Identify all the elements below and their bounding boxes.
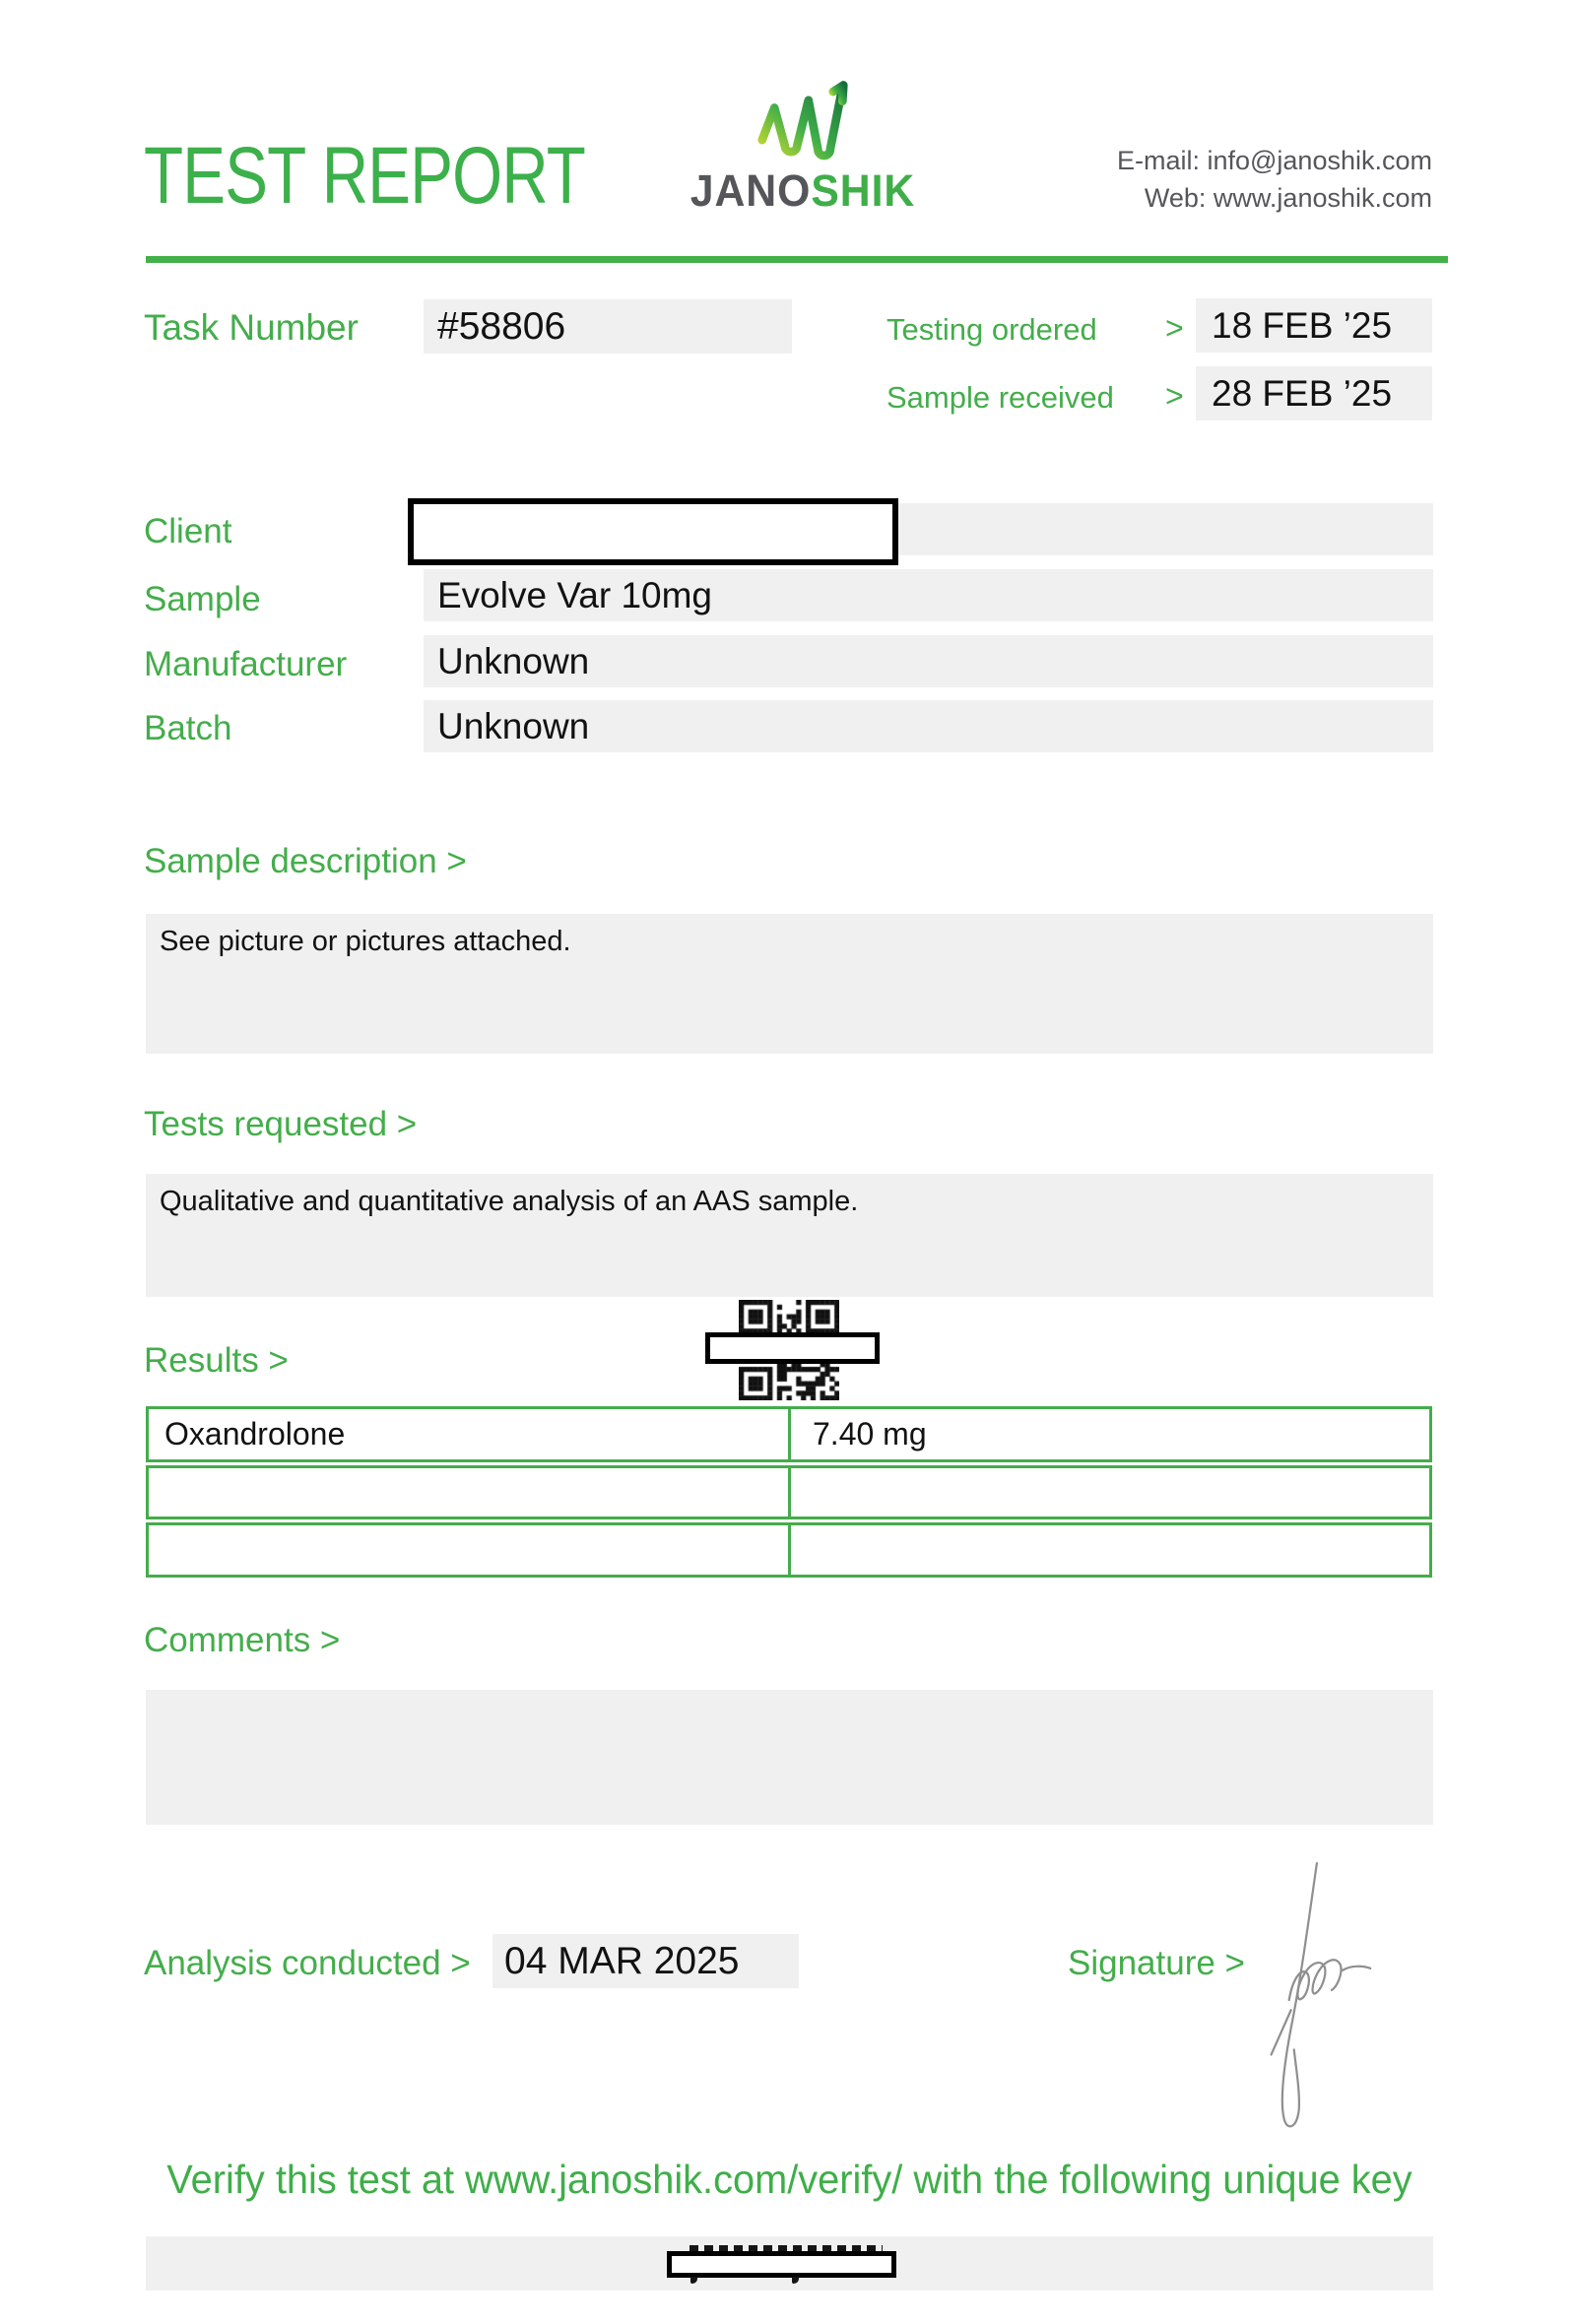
client-redaction-box — [408, 498, 898, 565]
testing-ordered-arrow: > — [1165, 310, 1184, 346]
task-number-value: #58806 — [424, 299, 792, 354]
sample-description-title: Sample description > — [144, 842, 467, 880]
logo-text-shik: SHIK — [811, 165, 916, 216]
result-substance — [149, 1525, 791, 1575]
results-table-row — [146, 1522, 1432, 1578]
results-table-row — [146, 1465, 1432, 1519]
comments-title: Comments > — [144, 1621, 341, 1659]
result-amount: 7.40 mg — [813, 1416, 927, 1452]
contact-email: E-mail: info@janoshik.com — [1116, 146, 1432, 175]
manufacturer-value: Unknown — [424, 635, 1433, 687]
header-divider — [146, 256, 1448, 263]
handwritten-signature — [1269, 1849, 1399, 2137]
sample-received-label: Sample received — [886, 380, 1114, 415]
client-label: Client — [144, 512, 232, 550]
sample-received-arrow: > — [1165, 378, 1184, 414]
manufacturer-label: Manufacturer — [144, 645, 348, 683]
result-substance: Oxandrolone — [149, 1409, 791, 1459]
contact-web: Web: www.janoshik.com — [1144, 183, 1432, 213]
janoshik-logo — [680, 77, 926, 217]
tests-requested-body: Qualitative and quantitative analysis of an AAS sample. — [160, 1186, 859, 1217]
chart-growth-arrow-icon — [755, 77, 850, 163]
task-number-label: Task Number — [144, 307, 359, 348]
sample-description-box — [146, 914, 1433, 1054]
qr-redaction-box — [705, 1332, 880, 1364]
tests-requested-box — [146, 1174, 1433, 1297]
logo-text-jano: JANO — [690, 165, 812, 216]
sample-value: Evolve Var 10mg — [424, 569, 1433, 621]
comments-box — [146, 1690, 1433, 1825]
sample-label: Sample — [144, 580, 261, 618]
sample-received-value: 28 FEB ’25 — [1196, 366, 1432, 420]
testing-ordered-value: 18 FEB ’25 — [1196, 298, 1432, 353]
result-amount — [791, 1525, 1429, 1575]
tests-requested-title: Tests requested > — [144, 1105, 418, 1143]
testing-ordered-label: Testing ordered — [886, 312, 1097, 347]
result-substance — [149, 1468, 791, 1517]
batch-label: Batch — [144, 709, 232, 747]
verify-instruction: Verify this test at www.janoshik.com/verify/ with the following unique key — [166, 2157, 1412, 2202]
analysis-conducted-value: 04 MAR 2025 — [492, 1934, 799, 1988]
key-redaction-box — [667, 2251, 896, 2278]
analysis-conducted-label: Analysis conducted > — [144, 1944, 471, 1982]
signature-label: Signature > — [1068, 1944, 1245, 1982]
result-amount — [791, 1468, 1429, 1517]
page-title: TEST REPORT — [144, 131, 586, 221]
results-table-row — [146, 1406, 1432, 1462]
contact-block — [1117, 142, 1432, 217]
sample-description-body: See picture or pictures attached. — [160, 926, 571, 957]
results-title: Results > — [144, 1341, 289, 1380]
logo-wordmark — [686, 165, 920, 217]
batch-value: Unknown — [424, 700, 1433, 752]
